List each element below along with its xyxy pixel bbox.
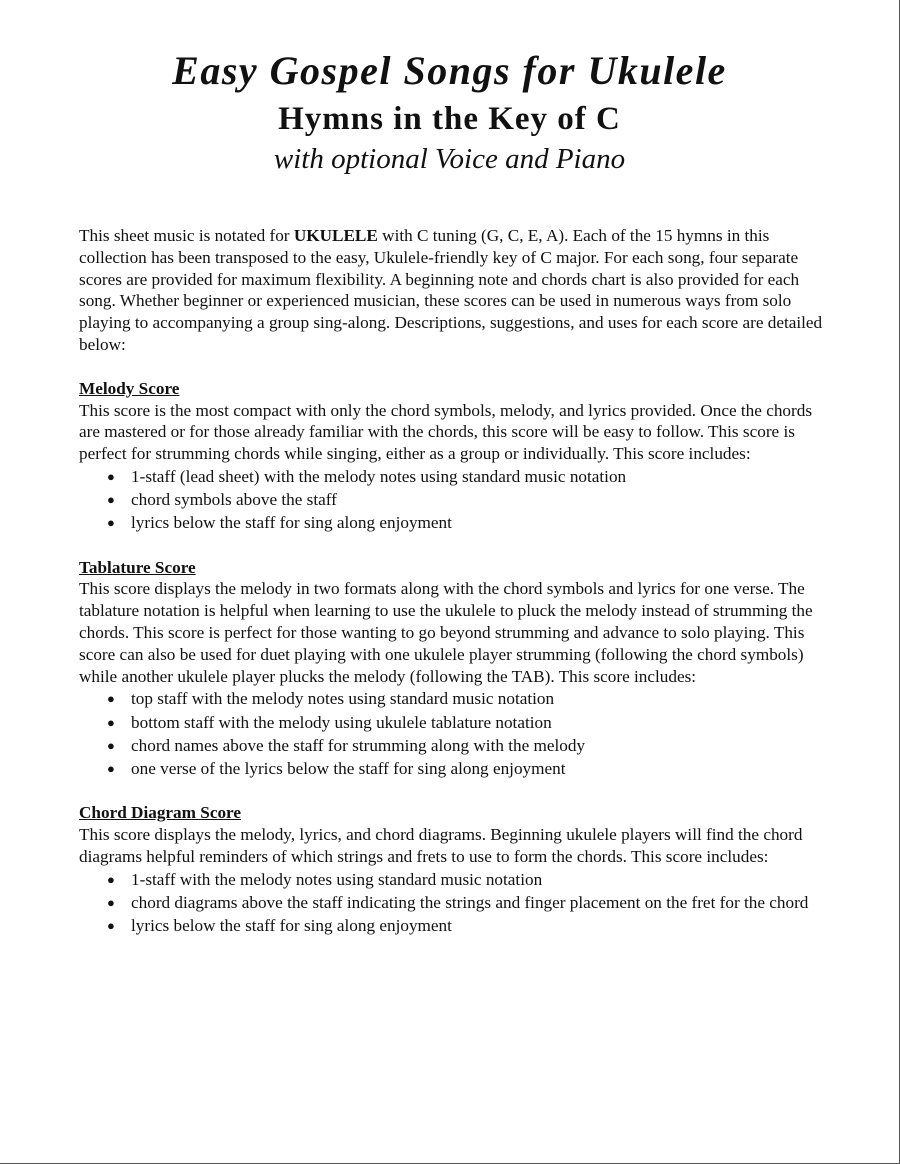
bullet-icon: ● [107,760,115,776]
list-item-text: chord symbols above the staff [131,490,337,510]
section-chord-diagram-score [79,802,824,937]
section-tablature-score [79,557,824,781]
list-item-text: one verse of the lyrics below the staff for sing along enjoyment [131,758,566,778]
bullet-icon: ● [107,871,115,887]
section-text: This score displays the melody in two formats along with the chord symbols and lyrics for one verse. The tablature notation is helpful when learning to use the ukulele to pluck the melody instead of strumming the chords. This score is perfect for those wanting to go beyond strumming and advance to solo playing. This score can also be used for duet playing with one ukulele player strumming (following the chord symbols) while another ukulele player plucks the melody (following the TAB). This score includes: [79,579,813,686]
bullet-icon: ● [107,515,115,531]
list-item-text: top staff with the melody notes using standard music notation [131,689,555,709]
list-item [107,757,824,780]
section-text: This score displays the melody, lyrics, and chord diagrams. Beginning ukulele players will find the chord diagrams helpful reminders of which strings and frets to use to form the chords. This score includes: [79,824,803,866]
document-body [79,225,824,937]
section-heading: Tablature Score [79,557,196,577]
list-item-text: 1-staff with the melody notes using standard music notation [131,869,543,889]
section-melody-score [79,378,824,535]
bullet-list [79,687,824,780]
list-item [107,511,824,534]
list-item-text: bottom staff with the melody using ukulele tablature notation [131,712,552,732]
section-text: This score is the most compact with only the chord symbols, melody, and lyrics provided. Once the chords are mastered or for those already familiar with the chords, this score will be easy to follow. This score is perfect for strumming chords while singing, either as a group or individually. This score includes: [79,400,813,464]
intro-text-start: This sheet music is notated for [79,226,294,245]
bullet-icon: ● [107,492,115,508]
intro-bold-instrument: UKULELE [293,226,378,245]
list-item [107,868,824,891]
list-item [107,711,824,734]
list-item-text: chord names above the staff for strumming along with the melody [131,735,586,755]
intro-paragraph [79,225,824,356]
bullet-icon: ● [107,714,115,730]
list-item-text: 1-staff (lead sheet) with the melody notes using standard music notation [131,466,627,486]
list-item-text: lyrics below the staff for sing along enjoyment [131,513,452,533]
bullet-icon: ● [107,468,115,484]
intro-text-end: with C tuning (G, C, E, A). Each of the 15 hymns in this collection has been transposed to the easy, Ukulele-friendly key of C major. For each song, four separate scores are provided for maximum flexibility. A beginning note and chords chart is also provided for each song. Whether beginner or experienced musician, these scores can be used in numerous ways from solo playing to accompanying a group sing-along. Descriptions, suggestions, and uses for each score are detailed below: [79,226,823,354]
list-item [107,687,824,710]
list-item [107,488,824,511]
bullet-icon: ● [107,894,115,910]
list-item [107,914,824,937]
document-header [0,0,899,178]
document-subtitle: Hymns in the Key of C [278,101,621,137]
section-heading: Melody Score [79,378,180,398]
list-item [107,734,824,757]
list-item [107,465,824,488]
list-item-text: lyrics below the staff for sing along enjoyment [131,915,452,935]
list-item-text: chord diagrams above the staff indicating the strings and finger placement on the fret for the chord [131,892,809,912]
bullet-list [79,868,824,938]
bullet-icon: ● [107,737,115,753]
section-heading: Chord Diagram Score [79,803,241,823]
list-item [107,891,824,914]
document-title: Easy Gospel Songs for Ukulele [172,48,727,93]
bullet-icon: ● [107,917,115,933]
bullet-icon: ● [107,691,115,707]
document-tagline: with optional Voice and Piano [273,143,626,175]
bullet-list [79,465,824,535]
